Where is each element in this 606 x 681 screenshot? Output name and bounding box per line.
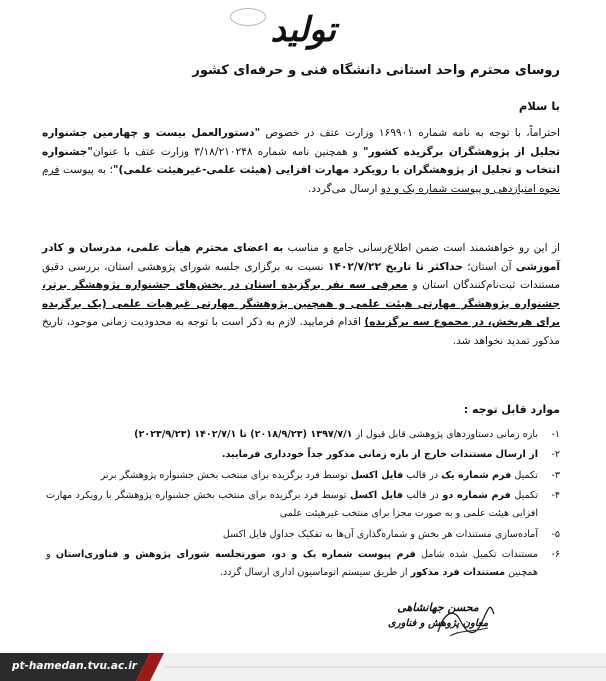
note-text: توسط فرد برگزیده برای منتخب بخش جشنواره پژوهشگر برتر — [100, 469, 351, 481]
note-item — [46, 546, 560, 581]
note-bold: فرم شماره یک — [441, 469, 512, 481]
p1-underlined-attachment: فرم نحوه امتیازدهی و پیوست شماره یک و دو — [42, 164, 560, 195]
note-item — [46, 446, 560, 463]
note-text: آماده‌سازی مستندات هر بخش و شماره‌گذاری آن‌ها به تفکیک جداول فایل اکسل — [222, 529, 538, 541]
note-text: تکمیل — [511, 469, 538, 481]
note-bold: ۱۳۹۷/۷/۱ (۲۰۱۸/۹/۲۳) تا ۱۴۰۲/۷/۱ (۲۰۲۳/۹/۲۳) — [134, 429, 353, 440]
tolid-logo — [200, 6, 350, 54]
recipient-line: روسای محترم واحد استانی دانشگاه فنی و حرفه‌ای کشور — [192, 63, 560, 78]
signature-block — [378, 600, 498, 632]
p2-bold-deadline: حداکثر تا تاریخ ۱۴۰۲/۷/۲۲ — [327, 260, 463, 273]
p2-bold-audience: به اعضای محترم هیأت علمی، مدرسان و کادر آموزشی — [42, 242, 560, 273]
footer-bar — [0, 653, 606, 681]
p2-bold-nominees: معرفی سه نفر برگزیده استان در بخش‌های جشنواره پژوهشگر برتر، جشنواره پژوهشگر مهارتی هیئت علمی و همچنین پژوهشگر مهارتی غیرهیات علمی (یک برگزیده برای هربخش، در مجموع سه برگزیده) — [42, 279, 560, 329]
p1-text-3: ؛ به پیوست — [59, 164, 114, 177]
note-text: در قالب — [403, 469, 442, 481]
p1-bold-skill-festival: "جشنواره انتخاب و تجلیل از پژوهشگران با رویکرد مهارت افزایی (هیئت علمی-غیرهیئت علمی)" — [42, 145, 560, 177]
notes-title: موارد قابل توجه : — [463, 403, 560, 416]
note-bold: فایل اکسل — [350, 469, 404, 481]
note-text: مستندات تکمیل شده شامل — [415, 549, 539, 561]
note-item — [46, 426, 560, 443]
note-text: تکمیل — [510, 490, 538, 502]
note-bold: مستندات فرد مذکور — [410, 566, 506, 578]
note-bold: فرم شماره دو — [442, 490, 511, 502]
note-number: ۲- — [551, 449, 560, 461]
note-number: ۶- — [551, 549, 560, 561]
p1-text-2: و همچنین نامه شماره ۳/۱۸/۲۱۰۲۴۸ وزارت عتف با عنوان — [92, 145, 364, 158]
note-number: ۱- — [551, 429, 560, 440]
note-bold: فایل اکسل — [349, 490, 404, 502]
note-text: در قالب — [403, 490, 443, 502]
p1-bold-festival-title: "دستورالعمل بیست و چهارمین جشنواره تجلیل از پژوهشگران برگزیده کشور" — [42, 127, 561, 158]
greeting: با سلام — [518, 99, 560, 113]
p1-text-1: احتراماً، با توجه به نامه شماره ۱۶۹۹۰۱ وزارت عتف در خصوص — [260, 127, 560, 139]
note-item — [46, 487, 560, 522]
p2-text-1: از این رو خواهشمند است ضمن اطلاع‌رسانی جامع و مناسب — [283, 242, 560, 254]
note-item — [46, 526, 560, 543]
p2-text-4: اقدام فرمایید. لازم به ذکر است با توجه به محدودیت زمانی موجود، تاریخ مذکور تمدید نخواهد شد. — [42, 316, 560, 347]
signer-name: محسن جهانشاهی — [397, 601, 479, 614]
note-item — [46, 467, 560, 484]
notes-list — [46, 426, 560, 585]
logo-text: تولید — [270, 10, 336, 50]
note-bold: از ارسال مستندات خارج از بازه زمانی مذکور جداً خودداری فرمایید. — [221, 449, 538, 461]
note-text: و همچنین — [46, 549, 538, 578]
note-number: ۵- — [551, 529, 560, 541]
signer-title: معاون پژوهش و فناوری — [387, 618, 489, 629]
footer-url-link[interactable]: pt-hamedan.tvu.ac.ir — [12, 660, 137, 672]
logo-seal-icon — [230, 8, 266, 26]
paragraph-2 — [42, 239, 560, 384]
note-text: بازه زمانی دستاوردهای پژوهشی قابل قبول از — [352, 429, 538, 440]
paragraph-1 — [42, 124, 560, 224]
p2-text-3: نسبت به برگزاری جلسه شورای پژوهشی استان، بررسی دقیق مستندات ثبت‌نام‌کنندگان استان و — [42, 260, 560, 292]
note-text: از طریق سیستم اتوماسیون اداری ارسال گردد. — [219, 566, 411, 578]
note-bold: فرم پیوست شماره یک و دو، صورتجلسه شورای پژوهش و فناوری‌استان — [55, 549, 416, 561]
note-text: توسط فرد برگزیده برای منتخب بخش جشنواره پژوهشگر با رویکرد مهارت افزایی هیئت علمی و به صورت مجزا برای منتخب غیرهیئت علمی — [46, 490, 538, 519]
p2-text-2: آن استان؛ — [462, 260, 516, 273]
p1-text-4: ارسال می‌گردد. — [308, 182, 381, 195]
note-number: ۳- — [551, 469, 560, 481]
note-number: ۴- — [551, 490, 560, 502]
